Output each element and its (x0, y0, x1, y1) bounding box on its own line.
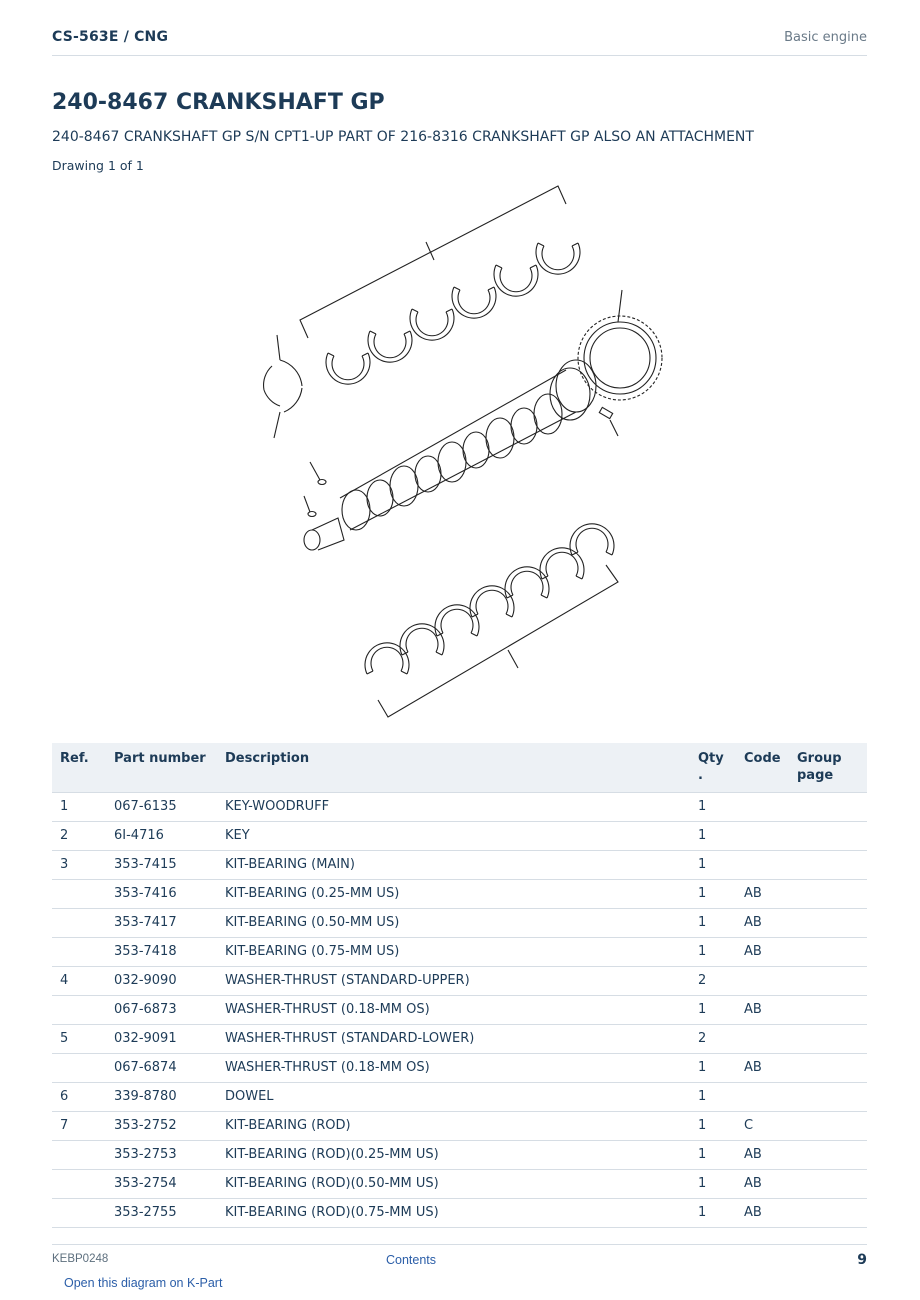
description-cell: KIT-BEARING (0.50-MM US) (217, 908, 690, 937)
code-cell (736, 792, 789, 821)
qty-cell: 2 (690, 1024, 736, 1053)
group-page-cell (789, 908, 867, 937)
part-number-cell: 353-7415 (106, 850, 217, 879)
group-page-cell (789, 792, 867, 821)
lower-bearing-shells (365, 524, 614, 674)
group-header-line1: Group (797, 751, 842, 766)
ref-cell (52, 1140, 106, 1169)
code-cell: AB (736, 1169, 789, 1198)
table-row (52, 995, 867, 1024)
group-page-cell (789, 879, 867, 908)
code-cell: AB (736, 1140, 789, 1169)
crankshaft-exploded-diagram (240, 180, 680, 725)
group-page-cell (789, 1169, 867, 1198)
thrust-washers (264, 335, 302, 438)
part-number-cell: 6I-4716 (106, 821, 217, 850)
ref-cell: 3 (52, 850, 106, 879)
col-header-qty (690, 743, 736, 792)
part-number-cell: 353-7418 (106, 937, 217, 966)
ref-cell (52, 879, 106, 908)
qty-cell: 1 (690, 1053, 736, 1082)
description-cell: KIT-BEARING (ROD)(0.50-MM US) (217, 1169, 690, 1198)
qty-header-line2: . (698, 768, 703, 783)
crankshaft (304, 360, 596, 550)
col-header-ref: Ref. (52, 743, 106, 792)
table-row (52, 1169, 867, 1198)
ref-cell (52, 1198, 106, 1227)
description-cell: KEY-WOODRUFF (217, 792, 690, 821)
part-number-cell: 067-6135 (106, 792, 217, 821)
table-row (52, 1198, 867, 1227)
code-cell (736, 1082, 789, 1111)
qty-cell: 1 (690, 1169, 736, 1198)
table-row (52, 850, 867, 879)
group-page-cell (789, 1082, 867, 1111)
page-number: 9 (857, 1252, 867, 1268)
group-page-cell (789, 850, 867, 879)
qty-cell: 1 (690, 879, 736, 908)
ref-cell (52, 1053, 106, 1082)
group-page-cell (789, 1198, 867, 1227)
model-label: CS-563E / CNG (52, 29, 169, 45)
code-cell (736, 850, 789, 879)
code-cell: AB (736, 995, 789, 1024)
group-page-cell (789, 821, 867, 850)
qty-header-line1: Qty (698, 751, 724, 766)
code-cell: AB (736, 937, 789, 966)
code-cell (736, 821, 789, 850)
ref-cell: 1 (52, 792, 106, 821)
part-number-cell: 032-9090 (106, 966, 217, 995)
part-number-cell: 339-8780 (106, 1082, 217, 1111)
part-number-cell: 353-2754 (106, 1169, 217, 1198)
ref-cell: 4 (52, 966, 106, 995)
part-number-cell: 032-9091 (106, 1024, 217, 1053)
code-cell: AB (736, 1198, 789, 1227)
table-row (52, 879, 867, 908)
group-header-line2: page (797, 768, 834, 783)
group-page-cell (789, 966, 867, 995)
qty-cell: 1 (690, 937, 736, 966)
col-header-description: Description (217, 743, 690, 792)
table-row (52, 1082, 867, 1111)
description-cell: KIT-BEARING (ROD)(0.25-MM US) (217, 1140, 690, 1169)
group-page-cell (789, 1111, 867, 1140)
table-row (52, 966, 867, 995)
col-header-code: Code (736, 743, 789, 792)
part-number-cell: 353-7417 (106, 908, 217, 937)
description-cell: DOWEL (217, 1082, 690, 1111)
qty-cell: 2 (690, 966, 736, 995)
ref-cell: 6 (52, 1082, 106, 1111)
code-cell (736, 1024, 789, 1053)
crankshaft-gear (578, 290, 662, 400)
table-row (52, 1111, 867, 1140)
code-cell: AB (736, 1053, 789, 1082)
ref-cell (52, 995, 106, 1024)
table-row (52, 792, 867, 821)
description-cell: WASHER-THRUST (0.18-MM OS) (217, 995, 690, 1024)
description-cell: KIT-BEARING (ROD) (217, 1111, 690, 1140)
group-page-cell (789, 937, 867, 966)
description-cell: KIT-BEARING (0.75-MM US) (217, 937, 690, 966)
qty-cell: 1 (690, 850, 736, 879)
qty-cell: 1 (690, 1140, 736, 1169)
group-description: 240-8467 CRANKSHAFT GP S/N CPT1-UP PART OF 216-8316 CRANKSHAFT GP ALSO AN ATTACHMENT (52, 129, 754, 145)
lower-bearing-bracket (378, 565, 618, 717)
table-row (52, 1140, 867, 1169)
table-header-row (52, 743, 867, 792)
description-cell: KEY (217, 821, 690, 850)
qty-cell: 1 (690, 1111, 736, 1140)
description-cell: WASHER-THRUST (STANDARD-UPPER) (217, 966, 690, 995)
col-header-part-number: Part number (106, 743, 217, 792)
part-number-cell: 067-6874 (106, 1053, 217, 1082)
group-page-cell (789, 995, 867, 1024)
open-in-kpart-link[interactable]: Open this diagram on K-Part (64, 1276, 223, 1290)
description-cell: WASHER-THRUST (STANDARD-LOWER) (217, 1024, 690, 1053)
description-cell: WASHER-THRUST (0.18-MM OS) (217, 1053, 690, 1082)
code-cell: AB (736, 879, 789, 908)
footer-divider (52, 1244, 867, 1245)
qty-cell: 1 (690, 908, 736, 937)
part-number-cell: 353-2755 (106, 1198, 217, 1227)
qty-cell: 1 (690, 821, 736, 850)
ref-cell: 5 (52, 1024, 106, 1053)
page-title: 240-8467 CRANKSHAFT GP (52, 90, 385, 115)
upper-bearing-shells (326, 243, 580, 384)
table-row (52, 1053, 867, 1082)
contents-link[interactable]: Contents (386, 1253, 437, 1267)
table-row (52, 908, 867, 937)
part-number-cell: 353-7416 (106, 879, 217, 908)
ref-cell (52, 937, 106, 966)
table-row (52, 937, 867, 966)
page-header (52, 28, 867, 56)
ref-cell: 2 (52, 821, 106, 850)
parts-table (52, 743, 867, 1228)
part-number-cell: 353-2752 (106, 1111, 217, 1140)
qty-cell: 1 (690, 792, 736, 821)
part-number-cell: 353-2753 (106, 1140, 217, 1169)
part-number-cell: 067-6873 (106, 995, 217, 1024)
group-page-cell (789, 1024, 867, 1053)
table-row (52, 1024, 867, 1053)
description-cell: KIT-BEARING (ROD)(0.75-MM US) (217, 1198, 690, 1227)
upper-bearing-bracket (300, 186, 566, 338)
drawing-count: Drawing 1 of 1 (52, 158, 144, 173)
group-page-cell (789, 1053, 867, 1082)
description-cell: KIT-BEARING (MAIN) (217, 850, 690, 879)
group-page-cell (789, 1140, 867, 1169)
code-cell: AB (736, 908, 789, 937)
qty-cell: 1 (690, 1198, 736, 1227)
description-cell: KIT-BEARING (0.25-MM US) (217, 879, 690, 908)
ref-cell: 7 (52, 1111, 106, 1140)
section-label: Basic engine (784, 30, 867, 45)
qty-cell: 1 (690, 1082, 736, 1111)
code-cell (736, 966, 789, 995)
qty-cell: 1 (690, 995, 736, 1024)
document-id: KEBP0248 (52, 1253, 109, 1265)
ref-cell (52, 908, 106, 937)
dowel (599, 407, 618, 436)
ref-cell (52, 1169, 106, 1198)
woodruff-keys (304, 462, 326, 517)
col-header-group-page (789, 743, 867, 792)
table-row (52, 821, 867, 850)
code-cell: C (736, 1111, 789, 1140)
